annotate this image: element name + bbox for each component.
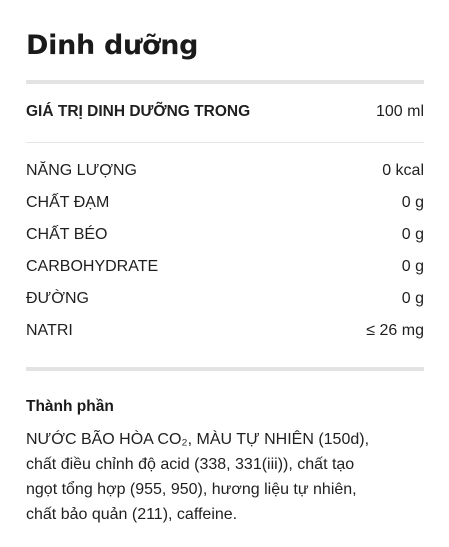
divider-bottom xyxy=(26,367,424,371)
page-title: Dinh dưỡng xyxy=(26,30,199,61)
nutrition-value: 0 g xyxy=(401,290,424,307)
nutrition-row-carbohydrate xyxy=(26,256,424,278)
nutrition-value: ≤ 26 mg xyxy=(366,322,424,339)
nutrition-row-sodium xyxy=(26,320,424,342)
ingredients-line: ngọt tổng hợp (955, 950), hương liệu tự nhiên, xyxy=(26,481,357,498)
divider-top xyxy=(26,80,424,84)
nutrition-row-sugar xyxy=(26,288,424,310)
nutrition-value: 0 kcal xyxy=(382,162,424,179)
nutrition-label: NĂNG LƯỢNG xyxy=(26,162,137,179)
nutrition-row-fat xyxy=(26,224,424,246)
nutrition-label: CARBOHYDRATE xyxy=(26,258,159,275)
nutrition-header-row xyxy=(26,101,424,123)
ingredients-line: NƯỚC BÃO HÒA CO₂, MÀU TỰ NHIÊN (150d), xyxy=(26,431,370,448)
divider-header xyxy=(26,142,424,143)
ingredients-line: chất bảo quản (211), caffeine. xyxy=(26,506,238,523)
nutrition-value: 0 g xyxy=(401,258,424,275)
nutrition-label: CHẤT BÉO xyxy=(26,226,108,243)
nutrition-row-protein xyxy=(26,192,424,214)
nutrition-row-energy xyxy=(26,160,424,182)
nutrition-label: CHẤT ĐẠM xyxy=(26,194,110,211)
nutrition-value: 0 g xyxy=(401,226,424,243)
nutrition-value: 0 g xyxy=(401,194,424,211)
ingredients-line: chất điều chỉnh độ acid (338, 331(iii)), chất tạo xyxy=(26,456,355,473)
nutrition-header-value: 100 ml xyxy=(375,103,424,120)
nutrition-label: ĐƯỜNG xyxy=(26,290,89,307)
nutrition-label: NATRI xyxy=(26,322,73,339)
nutrition-header-label: GIÁ TRỊ DINH DƯỠNG TRONG xyxy=(26,103,251,120)
ingredients-title: Thành phần xyxy=(26,398,114,415)
